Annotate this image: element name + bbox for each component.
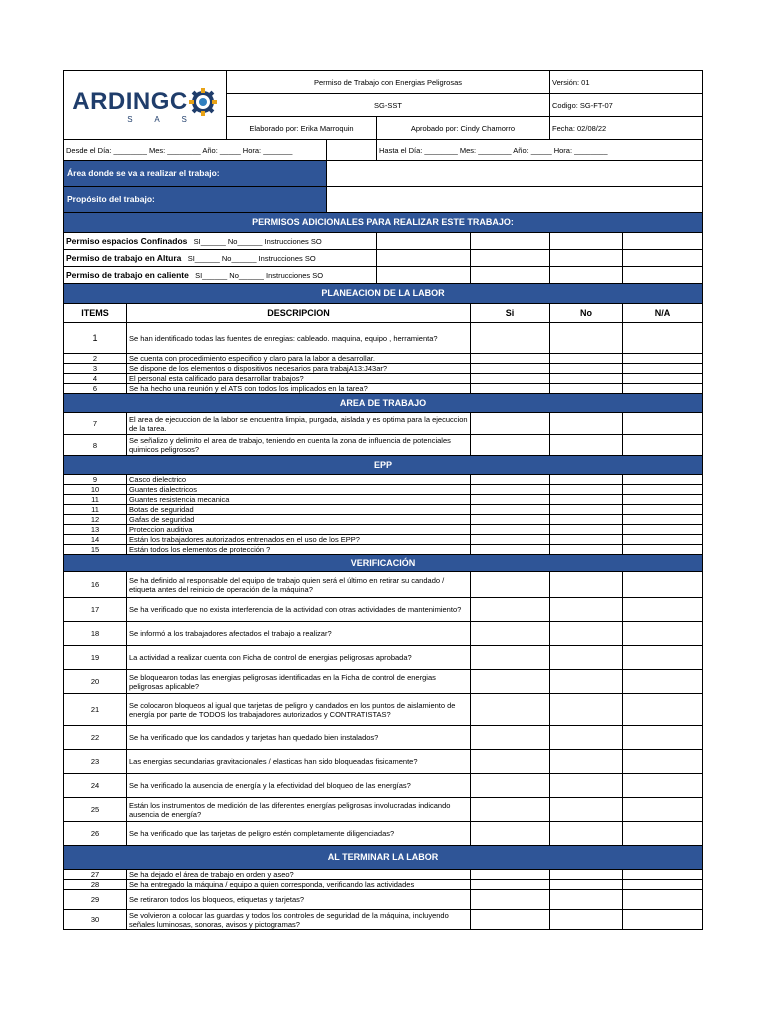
checklist-row bbox=[64, 535, 703, 545]
item-number: 16 bbox=[64, 572, 127, 598]
answer-no-cell[interactable] bbox=[550, 413, 623, 435]
item-description: Se han identificado todas las fuentes de enregias: cableado. maquina, equipo , herramienta? bbox=[127, 323, 471, 354]
permiso-name: Permiso de trabajo en Altura bbox=[66, 252, 182, 263]
answer-na-cell[interactable] bbox=[623, 774, 703, 798]
epp-section-title: EPP bbox=[64, 456, 703, 475]
answer-si-cell[interactable] bbox=[471, 670, 550, 694]
item-description: El personal esta calificado para desarrollar trabajos? bbox=[127, 374, 471, 384]
item-number: 1 bbox=[64, 323, 127, 354]
item-description: Se volvieron a colocar las guardas y todos los controles de seguridad de la máquina, incluyendo señales luminosas, sonoras, avisos y pictogramas? bbox=[127, 910, 471, 930]
hasta-field[interactable]: Hasta el Día: ________ Mes: ________ Año: _____ Hora: ________ bbox=[377, 140, 703, 161]
permiso-cell[interactable] bbox=[377, 267, 471, 284]
descripcion-header: DESCRIPCION bbox=[127, 304, 471, 323]
answer-no-cell[interactable] bbox=[550, 374, 623, 384]
answer-no-cell[interactable] bbox=[550, 870, 623, 880]
answer-si-cell[interactable] bbox=[471, 622, 550, 646]
item-description: Están todos los elementos de protección ? bbox=[127, 545, 471, 555]
answer-na-cell[interactable] bbox=[623, 750, 703, 774]
gear-icon bbox=[188, 87, 218, 117]
checklist-row bbox=[64, 384, 703, 394]
item-number: 23 bbox=[64, 750, 127, 774]
checklist-row bbox=[64, 910, 703, 930]
answer-no-cell[interactable] bbox=[550, 435, 623, 456]
no-header: No bbox=[550, 304, 623, 323]
item-description: Se colocaron bloqueos al igual que tarjetas de peligro y candados en los puntos de aislamiento de energía por parte de TODOS los trabajadores autorizados y CONTRATISTAS? bbox=[127, 694, 471, 726]
answer-no-cell[interactable] bbox=[550, 646, 623, 670]
permiso-cell[interactable] bbox=[550, 233, 623, 250]
answer-no-cell[interactable] bbox=[550, 505, 623, 515]
answer-na-cell[interactable] bbox=[623, 505, 703, 515]
answer-si-cell[interactable] bbox=[471, 485, 550, 495]
item-number: 17 bbox=[64, 598, 127, 622]
aprobado-label: Aprobado por: Cindy Chamorro bbox=[377, 117, 550, 140]
item-number: 11 bbox=[64, 495, 127, 505]
answer-no-cell[interactable] bbox=[550, 910, 623, 930]
item-number: 6 bbox=[64, 384, 127, 394]
answer-si-cell[interactable] bbox=[471, 572, 550, 598]
answer-no-cell[interactable] bbox=[550, 890, 623, 910]
item-number: 14 bbox=[64, 535, 127, 545]
item-description: Se ha verificado que las tarjetas de peligro estén completamente diligenciadas? bbox=[127, 822, 471, 846]
system-label: SG-SST bbox=[227, 94, 550, 117]
answer-si-cell[interactable] bbox=[471, 354, 550, 364]
item-number: 22 bbox=[64, 726, 127, 750]
proposito-label: Propósito del trabajo: bbox=[64, 187, 327, 213]
answer-si-cell[interactable] bbox=[471, 505, 550, 515]
checklist-row bbox=[64, 323, 703, 354]
answer-si-cell[interactable] bbox=[471, 525, 550, 535]
epp-rows bbox=[64, 475, 703, 555]
answer-na-cell[interactable] bbox=[623, 646, 703, 670]
answer-na-cell[interactable] bbox=[623, 384, 703, 394]
answer-si-cell[interactable] bbox=[471, 890, 550, 910]
checklist-row bbox=[64, 475, 703, 485]
permiso-row[interactable] bbox=[64, 233, 377, 250]
area-label: Área donde se va a realizar el trabajo: bbox=[64, 161, 327, 187]
answer-no-cell[interactable] bbox=[550, 694, 623, 726]
proposito-input[interactable] bbox=[327, 187, 703, 213]
checklist-row bbox=[64, 505, 703, 515]
answer-no-cell[interactable] bbox=[550, 545, 623, 555]
permiso-fields: SI______ No______ Instrucciones SO bbox=[195, 270, 324, 280]
answer-si-cell[interactable] bbox=[471, 598, 550, 622]
answer-si-cell[interactable] bbox=[471, 870, 550, 880]
answer-na-cell[interactable] bbox=[623, 726, 703, 750]
answer-na-cell[interactable] bbox=[623, 880, 703, 890]
planeacion-section-title: PLANEACION DE LA LABOR bbox=[64, 284, 703, 304]
form-title: Permiso de Trabajo con Energias Peligrosas bbox=[227, 71, 550, 94]
checklist-row bbox=[64, 726, 703, 750]
item-description: Guantes dialectricos bbox=[127, 485, 471, 495]
planeacion-rows bbox=[64, 323, 703, 394]
answer-si-cell[interactable] bbox=[471, 880, 550, 890]
item-number: 4 bbox=[64, 374, 127, 384]
item-description: Casco dielectrico bbox=[127, 475, 471, 485]
form-table bbox=[63, 70, 703, 930]
checklist-row bbox=[64, 622, 703, 646]
item-number: 10 bbox=[64, 485, 127, 495]
terminar-section-title: AL TERMINAR LA LABOR bbox=[64, 846, 703, 870]
answer-si-cell[interactable] bbox=[471, 384, 550, 394]
area-section-title: AREA DE TRABAJO bbox=[64, 394, 703, 413]
item-number: 25 bbox=[64, 798, 127, 822]
area-rows bbox=[64, 413, 703, 456]
items-header: ITEMS bbox=[64, 304, 127, 323]
item-description: Se ha entregado la máquina / equipo a quien corresponda, verificando las actividades bbox=[127, 880, 471, 890]
checklist-row bbox=[64, 374, 703, 384]
logo-subtitle: S A S bbox=[127, 114, 197, 124]
item-description: Guantes resistencia mecanica bbox=[127, 495, 471, 505]
na-header: N/A bbox=[623, 304, 703, 323]
answer-si-cell[interactable] bbox=[471, 475, 550, 485]
answer-si-cell[interactable] bbox=[471, 323, 550, 354]
item-description: Se ha definido al responsable del equipo de trabajo quien será el último en retirar su candado / etiqueta antes del reinicio de operación de la máquina? bbox=[127, 572, 471, 598]
permiso-cell[interactable] bbox=[623, 267, 703, 284]
area-input[interactable] bbox=[327, 161, 703, 187]
item-description: El area de ejecuccion de la labor se encuentra limpia, purgada, aislada y es optima para la ejecuccion de la tarea. bbox=[127, 413, 471, 435]
item-number: 15 bbox=[64, 545, 127, 555]
answer-no-cell[interactable] bbox=[550, 774, 623, 798]
answer-na-cell[interactable] bbox=[623, 364, 703, 374]
permiso-name: Permiso espacios Confinados bbox=[66, 235, 188, 246]
dates-spacer bbox=[327, 140, 377, 161]
permiso-cell[interactable] bbox=[377, 250, 471, 267]
item-number: 18 bbox=[64, 622, 127, 646]
checklist-row bbox=[64, 890, 703, 910]
item-number: 19 bbox=[64, 646, 127, 670]
permiso-name: Permiso de trabajo en caliente bbox=[66, 269, 189, 280]
answer-na-cell[interactable] bbox=[623, 822, 703, 846]
item-number: 2 bbox=[64, 354, 127, 364]
checklist-row bbox=[64, 435, 703, 456]
answer-na-cell[interactable] bbox=[623, 485, 703, 495]
answer-si-cell[interactable] bbox=[471, 798, 550, 822]
permisos-section-title: PERMISOS ADICIONALES PARA REALIZAR ESTE TRABAJO: bbox=[64, 213, 703, 233]
answer-no-cell[interactable] bbox=[550, 750, 623, 774]
item-number: 26 bbox=[64, 822, 127, 846]
item-description: Están los instrumentos de medición de las diferentes energías peligrosas involucradas indicando ausencia de energía? bbox=[127, 798, 471, 822]
answer-no-cell[interactable] bbox=[550, 475, 623, 485]
item-number: 8 bbox=[64, 435, 127, 456]
answer-si-cell[interactable] bbox=[471, 774, 550, 798]
verificacion-section-title: VERIFICACIÓN bbox=[64, 555, 703, 572]
item-description: Se retiraron todos los bloqueos, etiquetas y tarjetas? bbox=[127, 890, 471, 910]
verificacion-rows bbox=[64, 572, 703, 846]
answer-si-cell[interactable] bbox=[471, 750, 550, 774]
answer-si-cell[interactable] bbox=[471, 646, 550, 670]
answer-no-cell[interactable] bbox=[550, 880, 623, 890]
checklist-row bbox=[64, 598, 703, 622]
answer-na-cell[interactable] bbox=[623, 694, 703, 726]
answer-no-cell[interactable] bbox=[550, 726, 623, 750]
item-description: Se dispone de los elementos o dispositivos necesarios para trabajA13:J43ar? bbox=[127, 364, 471, 374]
elaborado-label: Elaborado por: Erika Marroquin bbox=[227, 117, 377, 140]
answer-na-cell[interactable] bbox=[623, 475, 703, 485]
checklist-row bbox=[64, 646, 703, 670]
checklist-row bbox=[64, 364, 703, 374]
item-number: 29 bbox=[64, 890, 127, 910]
item-number: 21 bbox=[64, 694, 127, 726]
answer-na-cell[interactable] bbox=[623, 354, 703, 364]
item-number: 28 bbox=[64, 880, 127, 890]
answer-na-cell[interactable] bbox=[623, 910, 703, 930]
item-description: Se cuenta con procedimiento especifico y claro para la labor a desarrollar. bbox=[127, 354, 471, 364]
checklist-row bbox=[64, 572, 703, 598]
answer-si-cell[interactable] bbox=[471, 822, 550, 846]
permiso-cell[interactable] bbox=[377, 233, 471, 250]
item-description: Se señalizo y delimito el area de trabajo, teniendo en cuenta la zona de influencia de potenciales quimicos peligrosos? bbox=[127, 435, 471, 456]
answer-no-cell[interactable] bbox=[550, 485, 623, 495]
item-description: Gafas de seguridad bbox=[127, 515, 471, 525]
checklist-row bbox=[64, 525, 703, 535]
item-number: 7 bbox=[64, 413, 127, 435]
permiso-cell[interactable] bbox=[550, 267, 623, 284]
permiso-row[interactable] bbox=[64, 250, 377, 267]
logo-wordmark: ARDINGC bbox=[72, 88, 188, 115]
checklist-row bbox=[64, 515, 703, 525]
version-label: Versión: 01 bbox=[550, 71, 703, 94]
answer-na-cell[interactable] bbox=[623, 374, 703, 384]
checklist-row bbox=[64, 694, 703, 726]
checklist-row bbox=[64, 750, 703, 774]
code-label: Codigo: SG-FT-07 bbox=[550, 94, 703, 117]
company-logo bbox=[64, 71, 227, 140]
item-description: Las energias secundarias gravitacionales / elasticas han sido bloqueadas fisicamente? bbox=[127, 750, 471, 774]
answer-no-cell[interactable] bbox=[550, 798, 623, 822]
answer-si-cell[interactable] bbox=[471, 435, 550, 456]
item-number: 24 bbox=[64, 774, 127, 798]
item-number: 27 bbox=[64, 870, 127, 880]
answer-na-cell[interactable] bbox=[623, 622, 703, 646]
answer-no-cell[interactable] bbox=[550, 622, 623, 646]
answer-no-cell[interactable] bbox=[550, 535, 623, 545]
checklist-row bbox=[64, 822, 703, 846]
item-number: 12 bbox=[64, 515, 127, 525]
fecha-label: Fecha: 02/08/22 bbox=[550, 117, 703, 140]
permiso-fields: SI______ No______ Instrucciones SO bbox=[187, 253, 316, 263]
answer-si-cell[interactable] bbox=[471, 545, 550, 555]
answer-no-cell[interactable] bbox=[550, 525, 623, 535]
checklist-row bbox=[64, 798, 703, 822]
checklist-row bbox=[64, 354, 703, 364]
terminar-rows bbox=[64, 870, 703, 930]
answer-no-cell[interactable] bbox=[550, 323, 623, 354]
answer-no-cell[interactable] bbox=[550, 364, 623, 374]
answer-si-cell[interactable] bbox=[471, 495, 550, 505]
item-number: 13 bbox=[64, 525, 127, 535]
answer-si-cell[interactable] bbox=[471, 910, 550, 930]
answer-na-cell[interactable] bbox=[623, 670, 703, 694]
checklist-row bbox=[64, 670, 703, 694]
item-number: 11 bbox=[64, 505, 127, 515]
answer-na-cell[interactable] bbox=[623, 572, 703, 598]
checklist-row bbox=[64, 485, 703, 495]
answer-si-cell[interactable] bbox=[471, 364, 550, 374]
permiso-cell[interactable] bbox=[623, 233, 703, 250]
answer-na-cell[interactable] bbox=[623, 495, 703, 505]
answer-no-cell[interactable] bbox=[550, 670, 623, 694]
item-description: Se ha dejado el área de trabajo en orden y aseo? bbox=[127, 870, 471, 880]
answer-na-cell[interactable] bbox=[623, 798, 703, 822]
checklist-row bbox=[64, 413, 703, 435]
item-description: Proteccion auditiva bbox=[127, 525, 471, 535]
answer-si-cell[interactable] bbox=[471, 535, 550, 545]
item-description: Botas de seguridad bbox=[127, 505, 471, 515]
item-number: 20 bbox=[64, 670, 127, 694]
item-description: Se ha verificado la ausencia de energía y la efectividad del bloqueo de las energías? bbox=[127, 774, 471, 798]
checklist-row bbox=[64, 870, 703, 880]
answer-na-cell[interactable] bbox=[623, 870, 703, 880]
answer-si-cell[interactable] bbox=[471, 374, 550, 384]
si-header: Si bbox=[471, 304, 550, 323]
answer-no-cell[interactable] bbox=[550, 515, 623, 525]
answer-na-cell[interactable] bbox=[623, 890, 703, 910]
answer-no-cell[interactable] bbox=[550, 495, 623, 505]
permiso-cell[interactable] bbox=[623, 250, 703, 267]
permiso-row[interactable] bbox=[64, 267, 377, 284]
answer-si-cell[interactable] bbox=[471, 694, 550, 726]
checklist-row bbox=[64, 880, 703, 890]
answer-no-cell[interactable] bbox=[550, 354, 623, 364]
answer-no-cell[interactable] bbox=[550, 598, 623, 622]
item-description: Se ha verificado que no exista interferencia de la actividad con otras actividades de mantenimiento? bbox=[127, 598, 471, 622]
item-number: 30 bbox=[64, 910, 127, 930]
permiso-cell[interactable] bbox=[471, 233, 550, 250]
answer-na-cell[interactable] bbox=[623, 323, 703, 354]
item-number: 3 bbox=[64, 364, 127, 374]
permit-form bbox=[63, 70, 702, 930]
answer-na-cell[interactable] bbox=[623, 545, 703, 555]
item-description: Se ha verificado que los candados y tarjetas han quedado bien instalados? bbox=[127, 726, 471, 750]
item-description: Se informó a los trabajadores afectados el trabajo a realizar? bbox=[127, 622, 471, 646]
answer-na-cell[interactable] bbox=[623, 413, 703, 435]
desde-field[interactable]: Desde el Día: ________ Mes: ________ Año: _____ Hora: _______ bbox=[64, 140, 327, 161]
item-description: Están los trabajadores autorizados entrenados en el uso de los EPP? bbox=[127, 535, 471, 545]
answer-na-cell[interactable] bbox=[623, 515, 703, 525]
answer-no-cell[interactable] bbox=[550, 572, 623, 598]
answer-si-cell[interactable] bbox=[471, 515, 550, 525]
item-description: La actividad a realizar cuenta con Ficha de control de energias peligrosas aprobada? bbox=[127, 646, 471, 670]
answer-no-cell[interactable] bbox=[550, 384, 623, 394]
permiso-cell[interactable] bbox=[550, 250, 623, 267]
permiso-cell[interactable] bbox=[471, 267, 550, 284]
item-number: 9 bbox=[64, 475, 127, 485]
answer-na-cell[interactable] bbox=[623, 598, 703, 622]
checklist-row bbox=[64, 545, 703, 555]
answer-na-cell[interactable] bbox=[623, 525, 703, 535]
item-description: Se bloquearon todas las energias peligrosas identificadas en la Ficha de control de energias peligrosas aplicable? bbox=[127, 670, 471, 694]
answer-si-cell[interactable] bbox=[471, 726, 550, 750]
checklist-row bbox=[64, 774, 703, 798]
permiso-cell[interactable] bbox=[471, 250, 550, 267]
answer-na-cell[interactable] bbox=[623, 535, 703, 545]
answer-no-cell[interactable] bbox=[550, 822, 623, 846]
permiso-fields: SI______ No______ Instrucciones SO bbox=[193, 236, 322, 246]
answer-si-cell[interactable] bbox=[471, 413, 550, 435]
answer-na-cell[interactable] bbox=[623, 435, 703, 456]
item-description: Se ha hecho una reunión y el ATS con todos los implicados en la tarea? bbox=[127, 384, 471, 394]
checklist-row bbox=[64, 495, 703, 505]
